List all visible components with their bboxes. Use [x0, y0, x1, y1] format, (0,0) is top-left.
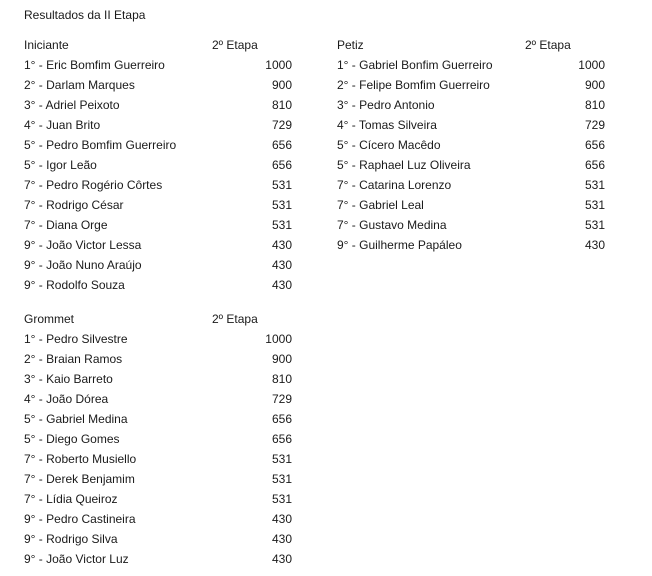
table-row [24, 117, 292, 137]
points-value: 430 [271, 278, 292, 292]
athlete-name: 1° - Pedro Silvestre [24, 332, 128, 346]
athlete-name: 9° - Rodolfo Souza [24, 278, 125, 292]
points-value: 531 [584, 178, 605, 192]
points-value: 810 [271, 98, 292, 112]
points-value: 900 [271, 352, 292, 366]
athlete-name: 4° - Tomas Silveira [337, 118, 437, 132]
athlete-name: 5° - Diego Gomes [24, 432, 120, 446]
athlete-name: 2° - Darlam Marques [24, 78, 135, 92]
table-row [24, 57, 292, 77]
athlete-name: 9° - João Nuno Araújo [24, 258, 142, 272]
table-row [24, 77, 292, 97]
points-value: 531 [271, 472, 292, 486]
points-value: 1000 [578, 58, 605, 72]
table-row [337, 217, 605, 237]
table-row [337, 77, 605, 97]
stage-column-header: 2º Etapa [212, 312, 258, 326]
points-value: 531 [271, 452, 292, 466]
points-value: 430 [271, 532, 292, 546]
athlete-name: 7° - Diana Orge [24, 218, 108, 232]
table-row [337, 57, 605, 77]
athlete-name: 4° - Juan Brito [24, 118, 101, 132]
athlete-name: 7° - Pedro Rogério Côrtes [24, 178, 163, 192]
points-value: 1000 [265, 332, 292, 346]
athlete-name: 7° - Catarina Lorenzo [337, 178, 452, 192]
category-title: Iniciante [24, 38, 69, 52]
table-row [24, 391, 292, 411]
athlete-name: 3° - Adriel Peixoto [24, 98, 120, 112]
table-row [24, 531, 292, 551]
athlete-name: 4° - João Dórea [24, 392, 109, 406]
points-value: 430 [584, 238, 605, 252]
points-value: 729 [271, 392, 292, 406]
table-row [24, 511, 292, 531]
athlete-name: 2° - Felipe Bomfim Guerreiro [337, 78, 490, 92]
table-row [337, 177, 605, 197]
table-row [337, 97, 605, 117]
table-row [24, 137, 292, 157]
athlete-name: 9° - João Victor Lessa [24, 238, 142, 252]
athlete-name: 7° - Derek Benjamim [24, 472, 135, 486]
table-row [24, 97, 292, 117]
category-title: Grommet [24, 312, 75, 326]
athlete-name: 2° - Braian Ramos [24, 352, 123, 366]
points-value: 531 [271, 178, 292, 192]
points-value: 729 [271, 118, 292, 132]
points-value: 656 [271, 138, 292, 152]
table-row [337, 137, 605, 157]
athlete-name: 7° - Roberto Musiello [24, 452, 137, 466]
athlete-name: 5° - Pedro Bomfim Guerreiro [24, 138, 177, 152]
points-value: 430 [271, 258, 292, 272]
athlete-name: 1° - Eric Bomfim Guerreiro [24, 58, 165, 72]
points-value: 656 [271, 412, 292, 426]
points-value: 656 [271, 432, 292, 446]
points-value: 430 [271, 238, 292, 252]
points-value: 531 [271, 492, 292, 506]
points-value: 1000 [265, 58, 292, 72]
table-row [24, 491, 292, 511]
table-row [24, 471, 292, 491]
table-row [24, 351, 292, 371]
points-value: 656 [584, 158, 605, 172]
category-title: Petiz [337, 38, 364, 52]
points-value: 900 [584, 78, 605, 92]
points-value: 531 [271, 218, 292, 232]
points-value: 656 [584, 138, 605, 152]
page-title: Resultados da II Etapa [24, 8, 146, 22]
table-row [24, 371, 292, 391]
table-row [337, 197, 605, 217]
points-value: 531 [584, 198, 605, 212]
athlete-name: 7° - Rodrigo César [24, 198, 124, 212]
table-row [24, 157, 292, 177]
points-value: 531 [584, 218, 605, 232]
table-row [337, 237, 605, 257]
athlete-name: 1° - Gabriel Bonfim Guerreiro [337, 58, 493, 72]
table-header [337, 37, 605, 57]
table-row [337, 117, 605, 137]
table-header [24, 37, 292, 57]
athlete-name: 3° - Kaio Barreto [24, 372, 113, 386]
table-row [337, 157, 605, 177]
points-value: 900 [271, 78, 292, 92]
results-table-petiz [337, 37, 605, 257]
points-value: 656 [271, 158, 292, 172]
table-row [24, 177, 292, 197]
table-row [24, 237, 292, 257]
points-value: 531 [271, 198, 292, 212]
points-value: 729 [584, 118, 605, 132]
athlete-name: 9° - Rodrigo Silva [24, 532, 118, 546]
points-value: 810 [584, 98, 605, 112]
athlete-name: 3° - Pedro Antonio [337, 98, 435, 112]
athlete-name: 9° - Pedro Castineira [24, 512, 136, 526]
athlete-name: 5° - Cícero Macêdo [337, 138, 441, 152]
table-header [24, 311, 292, 331]
stage-column-header: 2º Etapa [212, 38, 258, 52]
table-row [24, 551, 292, 571]
athlete-name: 9° - João Victor Luz [24, 552, 129, 566]
table-row [24, 451, 292, 471]
athlete-name: 7° - Gabriel Leal [337, 198, 424, 212]
results-table-grommet [24, 311, 292, 571]
table-row [24, 217, 292, 237]
athlete-name: 5° - Igor Leão [24, 158, 97, 172]
table-row [24, 411, 292, 431]
table-row [24, 277, 292, 297]
athlete-name: 5° - Raphael Luz Oliveira [337, 158, 471, 172]
points-value: 430 [271, 512, 292, 526]
table-row [24, 257, 292, 277]
athlete-name: 7° - Gustavo Medina [337, 218, 447, 232]
results-table-iniciante [24, 37, 292, 297]
table-row [24, 431, 292, 451]
points-value: 810 [271, 372, 292, 386]
athlete-name: 9° - Guilherme Papáleo [337, 238, 462, 252]
points-value: 430 [271, 552, 292, 566]
stage-column-header: 2º Etapa [525, 38, 571, 52]
table-row [24, 331, 292, 351]
table-row [24, 197, 292, 217]
athlete-name: 5° - Gabriel Medina [24, 412, 128, 426]
athlete-name: 7° - Lídia Queiroz [24, 492, 118, 506]
